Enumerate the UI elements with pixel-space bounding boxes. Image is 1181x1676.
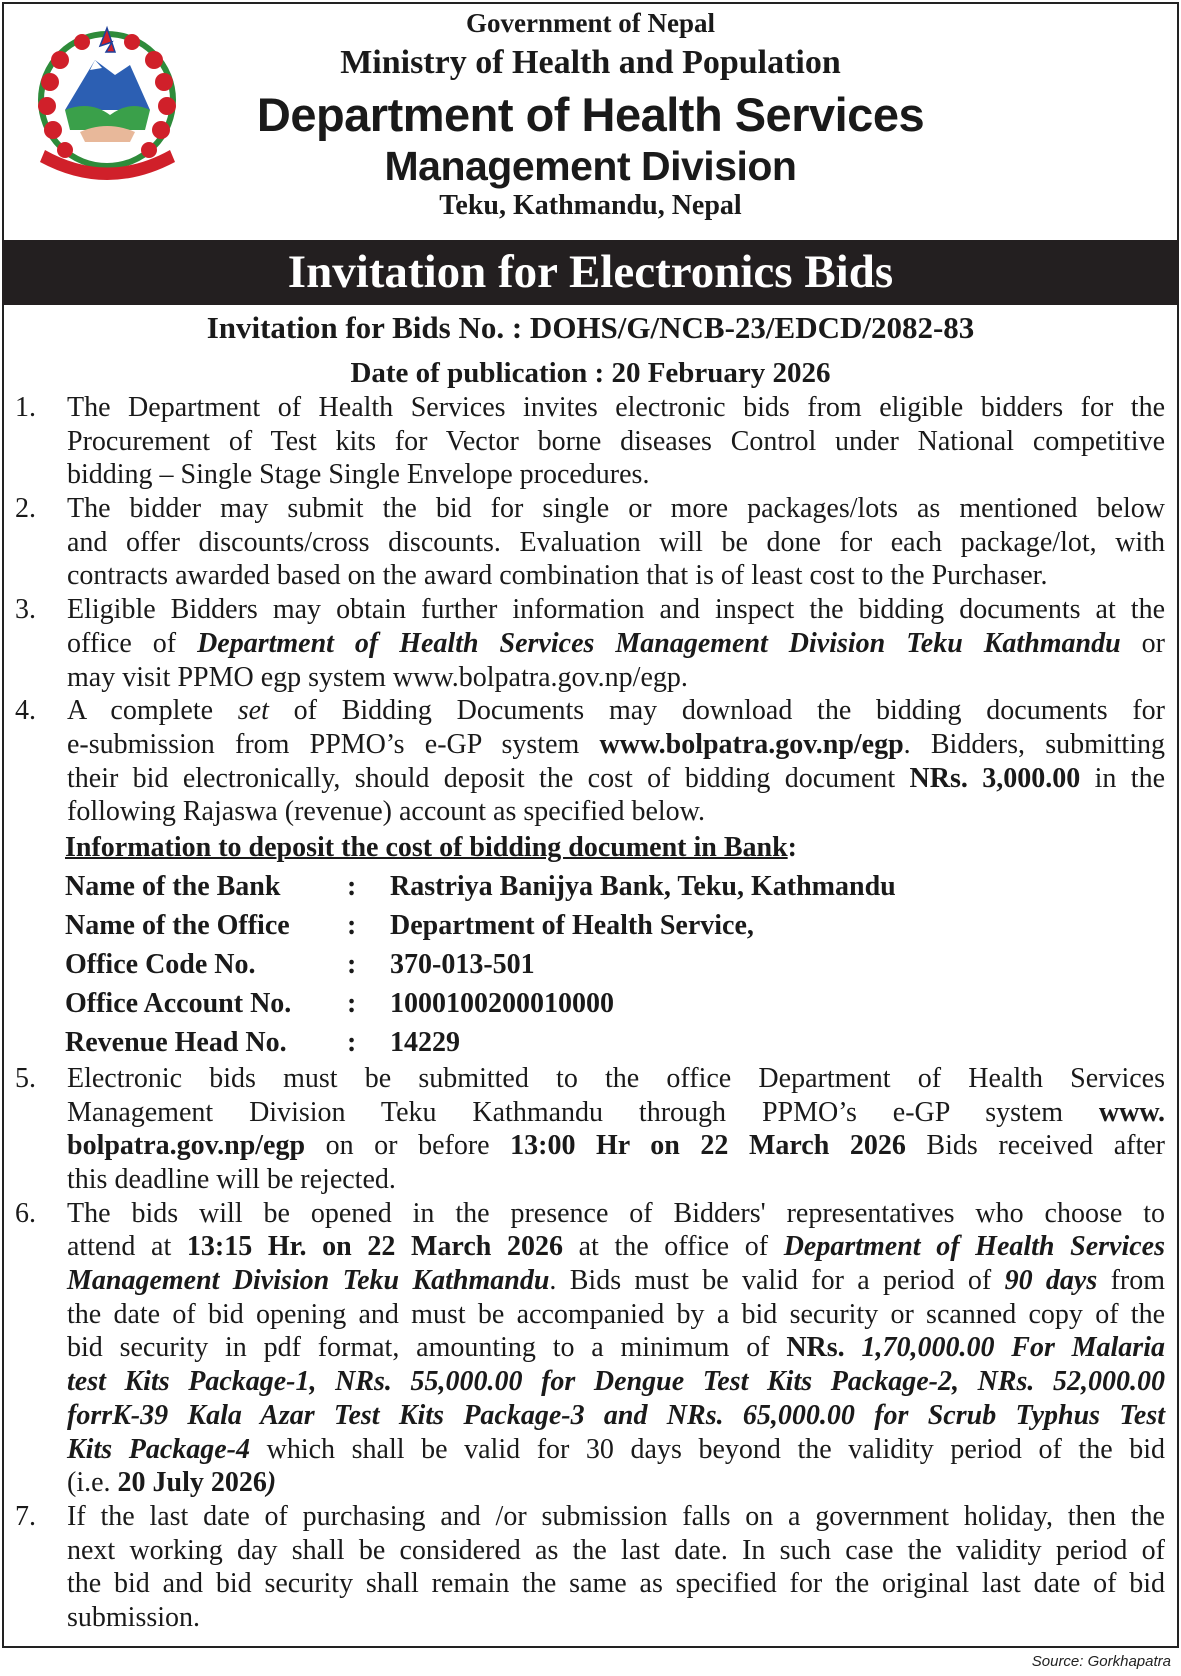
emphasis-text: ) [266,1467,277,1499]
list-item [0,492,1181,593]
body-text: at the office of [562,1231,784,1263]
body-text: the bid and bid security shall remain the same as specified for the original last date of bid [67,1568,1165,1600]
text-line [67,1534,1165,1568]
body-text: office of [67,627,198,659]
body-text: in the [1080,762,1165,794]
body-text: bid security in pdf format, amounting to a minimum of [67,1332,787,1364]
department-heading: Department of Health Services [256,88,925,141]
item-number: 5. [15,1062,36,1094]
body-text: from [1097,1265,1165,1297]
division-heading: Management Division [384,143,797,189]
text-line [67,1567,1165,1601]
text-line [67,1331,1165,1365]
publication-date: Date of publication : 20 February 2026 [350,357,831,389]
bank-info-heading-text: Information to deposit the cost of bidding document in Bank [65,831,788,863]
text-line [67,728,1165,762]
body-text: next working day shall be considered as the last date. In such case the validity period of [67,1534,1165,1566]
body-text: The bids will be opened in the presence of Bidders' representatives who choose to [67,1197,1165,1229]
bank-info-row [0,1023,1181,1062]
text-line [67,526,1165,560]
body-text: and offer discounts/cross discounts. Evaluation will be done for each package/lot, with [67,526,1165,558]
body-text: . Bidders, submitting [903,728,1165,760]
emphasis-text: Kits Package-4 [67,1433,251,1465]
bank-info-separator: : [347,948,357,980]
emphasis-text: www. [1098,1096,1165,1128]
text-line [67,1163,1165,1197]
item-number: 7. [15,1500,36,1532]
bank-info-value: Rastriya Banijya Bank, Teku, Kathmandu [390,870,896,902]
text-line [67,762,1165,796]
list-item [0,694,1181,829]
emphasis-text: 90 days [1004,1265,1098,1297]
text-line [67,1466,1165,1500]
bank-info-value: 1000100200010000 [390,987,614,1019]
emphasis-text: forrK-39 Kala Azar Test Kits Package-3 and NRs. 65,000.00 for Scrub Typhus Test [67,1399,1165,1431]
body-text: e-submission from PPMO’s e-GP system [67,728,600,760]
body-text: Electronic bids must be submitted to the office Department of Health Services [67,1062,1165,1094]
bank-info-separator: : [347,987,357,1019]
list-item [0,391,1181,492]
text-line [67,1601,1165,1635]
list-item [0,1062,1181,1197]
body-text: their bid electronically, should deposit the cost of bidding document [67,762,910,794]
text-line [67,559,1165,593]
bank-info-table [0,867,1181,1062]
body-text: submission. [67,1601,201,1633]
emphasis-text: 13:15 Hr. on 22 March 2026 [186,1231,563,1263]
body-text: on or before [305,1130,511,1162]
item-number: 3. [15,594,36,626]
text-line [67,391,1165,425]
list-item [0,1197,1181,1500]
emphasis-text: set [237,695,269,727]
government-heading: Government of Nepal [466,8,715,38]
body-text: (i.e. [67,1467,118,1499]
ifb-number: Invitation for Bids No. : DOHS/G/NCB-23/EDCD/2082-83 [206,310,975,345]
body-text: The bidder may submit the bid for single or more packages/lots as mentioned below [67,493,1165,525]
ministry-heading: Ministry of Health and Population [340,44,841,81]
emphasis-text: Department of Health Services Management Division Teku Kathmandu [197,627,1121,659]
text-line [67,458,1165,492]
emphasis-text: 1,70,000.00 For Malaria [844,1332,1165,1364]
text-line [67,694,1165,728]
body-text: may visit PPMO egp system www.bolpatra.gov.np/egp. [67,661,688,693]
text-line [67,1500,1165,1534]
bank-info-row [0,906,1181,945]
body-text: If the last date of purchasing and /or submission falls on a government holiday, then the [67,1500,1165,1532]
bank-info-heading-colon: : [787,831,797,863]
bank-info-row [0,867,1181,906]
bank-info-label: Name of the Office [65,909,290,941]
body-text: Procurement of Test kits for Vector borne diseases Control under National competitive [67,425,1165,457]
text-line [67,1062,1165,1096]
body-text: . Bids must be valid for a period of [549,1265,1005,1297]
bank-info-value: 14229 [390,1026,460,1058]
source-credit: Source: Gorkhapatra [1031,1653,1171,1670]
emphasis-text: 13:00 Hr on 22 March 2026 [510,1130,906,1162]
text-line [67,1230,1165,1264]
clauses-1-4 [0,391,1181,829]
notice-title: Invitation for Electronics Bids [287,246,894,298]
body-text: the date of bid opening and must be accompanied by a bid security or scanned copy of the [67,1298,1165,1330]
bank-info-label: Revenue Head No. [65,1026,287,1058]
item-number: 4. [15,695,36,727]
body-text: attend at [67,1231,187,1263]
notice-body [0,391,1181,1635]
body-text: Bids received after [905,1130,1165,1162]
list-item [0,593,1181,694]
emphasis-text: bolpatra.gov.np/egp [67,1130,306,1162]
body-text: A complete [67,695,238,727]
emphasis-text: www.bolpatra.gov.np/egp [599,728,904,760]
body-text: this deadline will be rejected. [67,1164,396,1195]
body-text: of Bidding Documents may download the bidding documents for [268,695,1166,727]
emphasis-text: Management Division Teku Kathmandu [67,1265,550,1297]
bank-info-separator: : [347,1026,357,1058]
emphasis-text: Department of Health Services [783,1231,1166,1263]
bank-info-separator: : [347,909,357,941]
body-text: bidding – Single Stage Single Envelope procedures. [67,459,650,491]
bank-info-row [0,984,1181,1023]
body-text: Management Division Teku Kathmandu through PPMO’s e-GP system [67,1096,1099,1128]
text-line [67,1298,1165,1332]
clauses-5-7 [0,1062,1181,1635]
text-line [67,661,1165,695]
bank-info-label: Office Account No. [65,987,292,1019]
text-line [67,593,1165,627]
bank-info-value: 370-013-501 [390,948,535,980]
emphasis-text: 20 July 2026 [117,1467,267,1499]
text-line [67,1399,1165,1433]
bank-info-separator: : [347,870,357,902]
text-line [67,1433,1165,1467]
item-number: 2. [15,493,36,525]
text-line [67,492,1165,526]
list-item [0,1500,1181,1635]
body-text: following Rajaswa (revenue) account as specified below. [67,796,706,828]
bank-info-value: Department of Health Service, [390,909,754,941]
text-line [67,1129,1165,1163]
text-line [67,627,1165,661]
body-text: The Department of Health Services invites electronic bids from eligible bidders for the [67,392,1165,423]
bank-info-label: Name of the Bank [65,870,281,902]
bank-info-row [0,945,1181,984]
text-line [67,1096,1165,1130]
body-text: contracts awarded based on the award combination that is of least cost to the Purchaser. [67,560,1048,592]
emphasis-text: NRs. 3,000.00 [909,762,1081,794]
text-line [67,425,1165,459]
bank-info-label: Office Code No. [65,948,256,980]
emphasis-text: NRs. [786,1332,845,1364]
body-text: Eligible Bidders may obtain further information and inspect the bidding documents at the [67,594,1165,626]
bank-info-heading [65,829,1181,867]
address-heading: Teku, Kathmandu, Nepal [439,190,742,221]
text-line [67,1264,1165,1298]
body-text: which shall be valid for 30 days beyond the validity period of the bid [250,1433,1166,1465]
emphasis-text: test Kits Package-1, NRs. 55,000.00 for Dengue Test Kits Package-2, NRs. 52,000.00 [67,1366,1165,1398]
text-line [67,795,1165,829]
text-line [67,1365,1165,1399]
body-text: or [1120,627,1166,659]
item-number: 6. [15,1197,36,1229]
item-number: 1. [15,392,36,423]
text-line [67,1197,1165,1231]
